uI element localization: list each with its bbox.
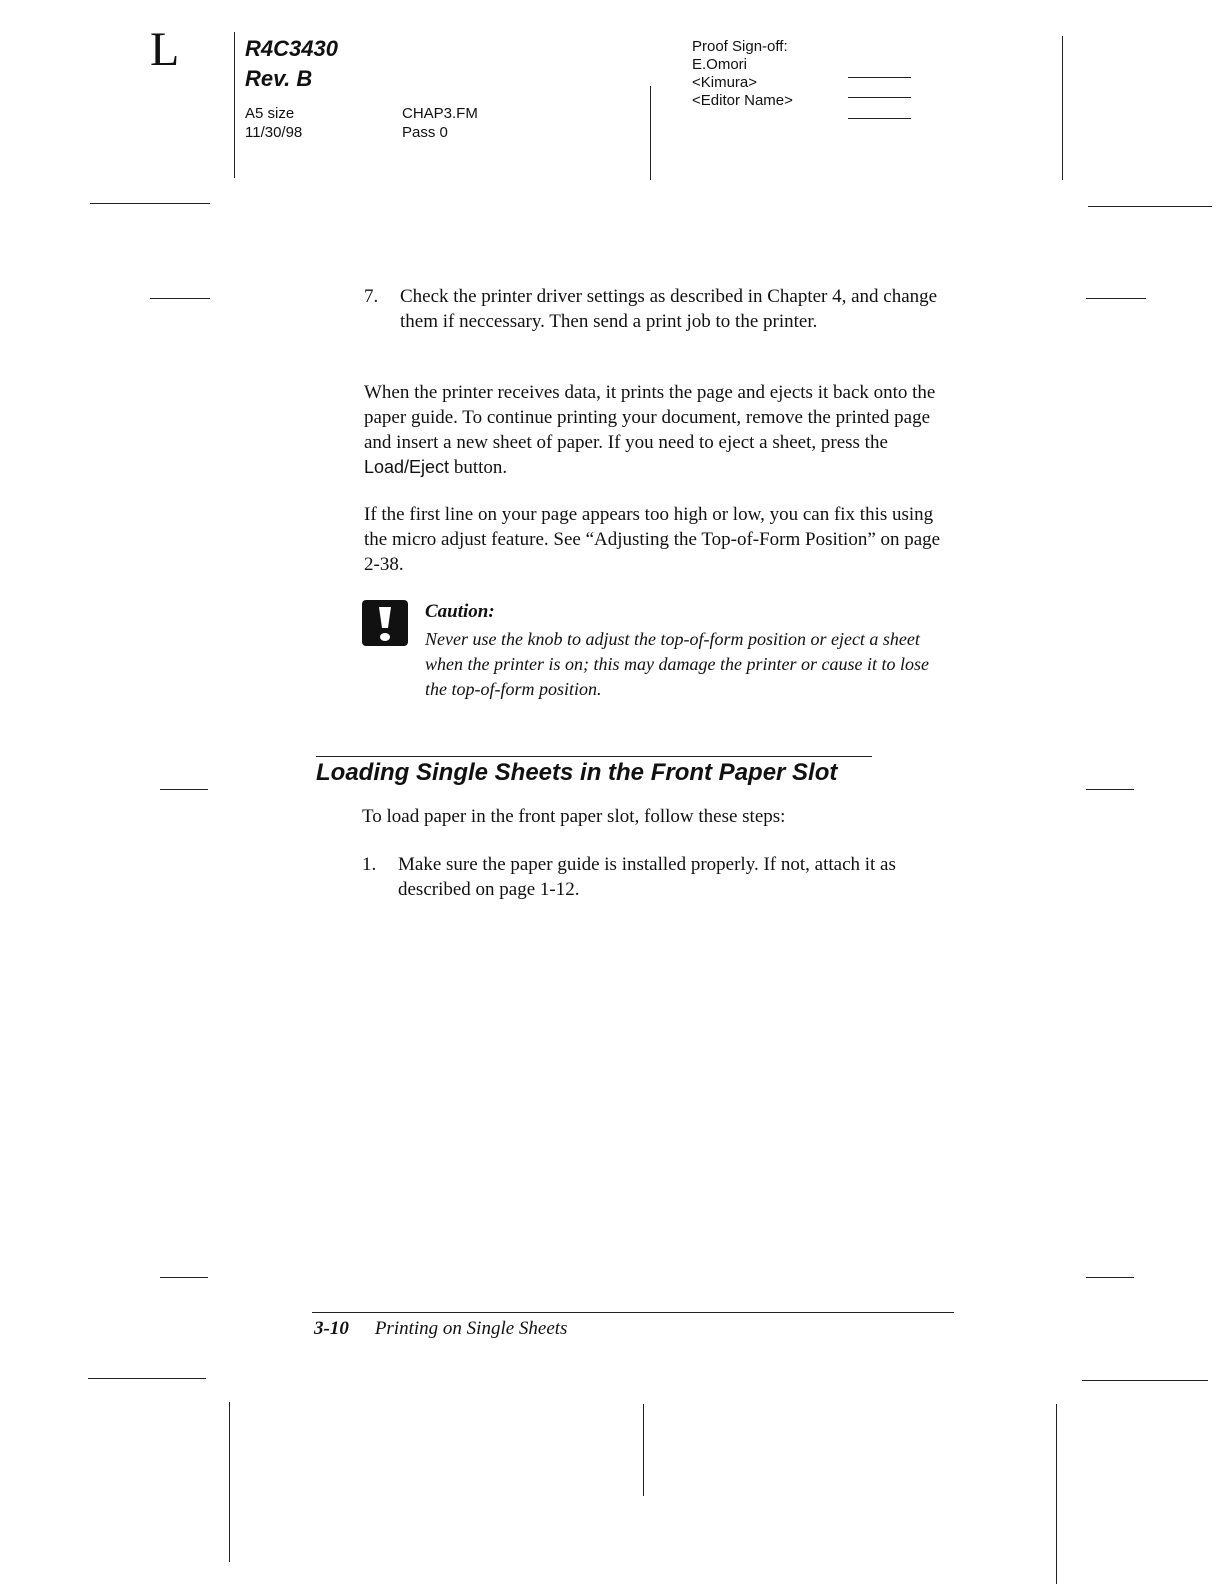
step-7 — [364, 284, 954, 334]
paragraph-text: When the printer receives data, it prints the page and ejects it back onto the paper guide. To continue printing your document, remove the printed page and insert a new sheet of paper. If you need to eject a sheet, press the — [364, 382, 936, 453]
header-divider-middle — [650, 86, 651, 180]
paragraph-micro-adjust: If the first line on your page appears too high or low, you can fix this using the micro adjust feature. See “Adjusting the Top-of-Form Position” on page 2-38. — [364, 504, 941, 575]
footer-rule — [312, 1312, 954, 1313]
file-name: CHAP3.FM — [402, 105, 478, 122]
caution-icon — [362, 600, 408, 646]
step-number: 7. — [364, 286, 379, 307]
section-intro: To load paper in the front paper slot, follow these steps: — [362, 806, 786, 827]
section-heading: Loading Single Sheets in the Front Paper Slot — [316, 756, 872, 787]
signer-2: <Kimura> — [692, 74, 758, 91]
chapter-title: Printing on Single Sheets — [374, 1318, 568, 1339]
header-divider-right — [1062, 36, 1063, 180]
signature-line-3 — [848, 118, 911, 119]
crop-mark — [1082, 1380, 1208, 1381]
signer-3: <Editor Name> — [692, 92, 793, 109]
crop-mark — [643, 1404, 644, 1496]
step-text: Make sure the paper guide is installed properly. If not, attach it as described on page 1-12. — [398, 854, 896, 900]
page-size: A5 size — [245, 105, 295, 122]
header-divider-left — [234, 32, 235, 178]
document-date: 11/30/98 — [245, 124, 303, 141]
crop-mark — [90, 203, 210, 204]
signature-line-2 — [848, 97, 911, 98]
crop-mark — [160, 1277, 208, 1278]
crop-mark — [1086, 789, 1134, 790]
signature-line-1 — [848, 77, 911, 78]
paragraph-text: button. — [449, 457, 508, 478]
load-eject-button-label: Load/Eject — [364, 457, 450, 477]
caution-text: Never use the knob to adjust the top-of-form position or eject a sheet when the printer is on; this may damage the printer or cause it to lose the top-of-form position. — [425, 629, 929, 699]
crop-mark — [229, 1402, 230, 1562]
pass-number: Pass 0 — [402, 124, 448, 141]
crop-mark — [88, 1378, 206, 1379]
signer-1: E.Omori — [692, 56, 748, 73]
crop-mark — [160, 789, 208, 790]
paragraph-printing — [364, 380, 954, 480]
step-number: 1. — [362, 854, 377, 875]
crop-mark — [150, 298, 210, 299]
step-1 — [362, 852, 954, 902]
proof-signoff — [692, 38, 793, 110]
document-revision: Rev. B — [245, 66, 313, 91]
crop-mark — [1086, 1277, 1134, 1278]
page-footer — [314, 1318, 567, 1340]
corner-letter: L — [150, 23, 180, 76]
caution-title: Caution: — [425, 601, 495, 622]
crop-mark — [1056, 1404, 1057, 1584]
document-id: R4C3430 — [245, 36, 338, 61]
page-number: 3-10 — [314, 1318, 349, 1339]
proof-title: Proof Sign-off: — [692, 38, 788, 55]
crop-mark — [1086, 298, 1146, 299]
exclamation-icon — [362, 600, 408, 646]
step-text: Check the printer driver settings as described in Chapter 4, and change them if neccessary. Then send a print job to the printer. — [400, 286, 938, 332]
crop-mark — [1088, 206, 1212, 207]
